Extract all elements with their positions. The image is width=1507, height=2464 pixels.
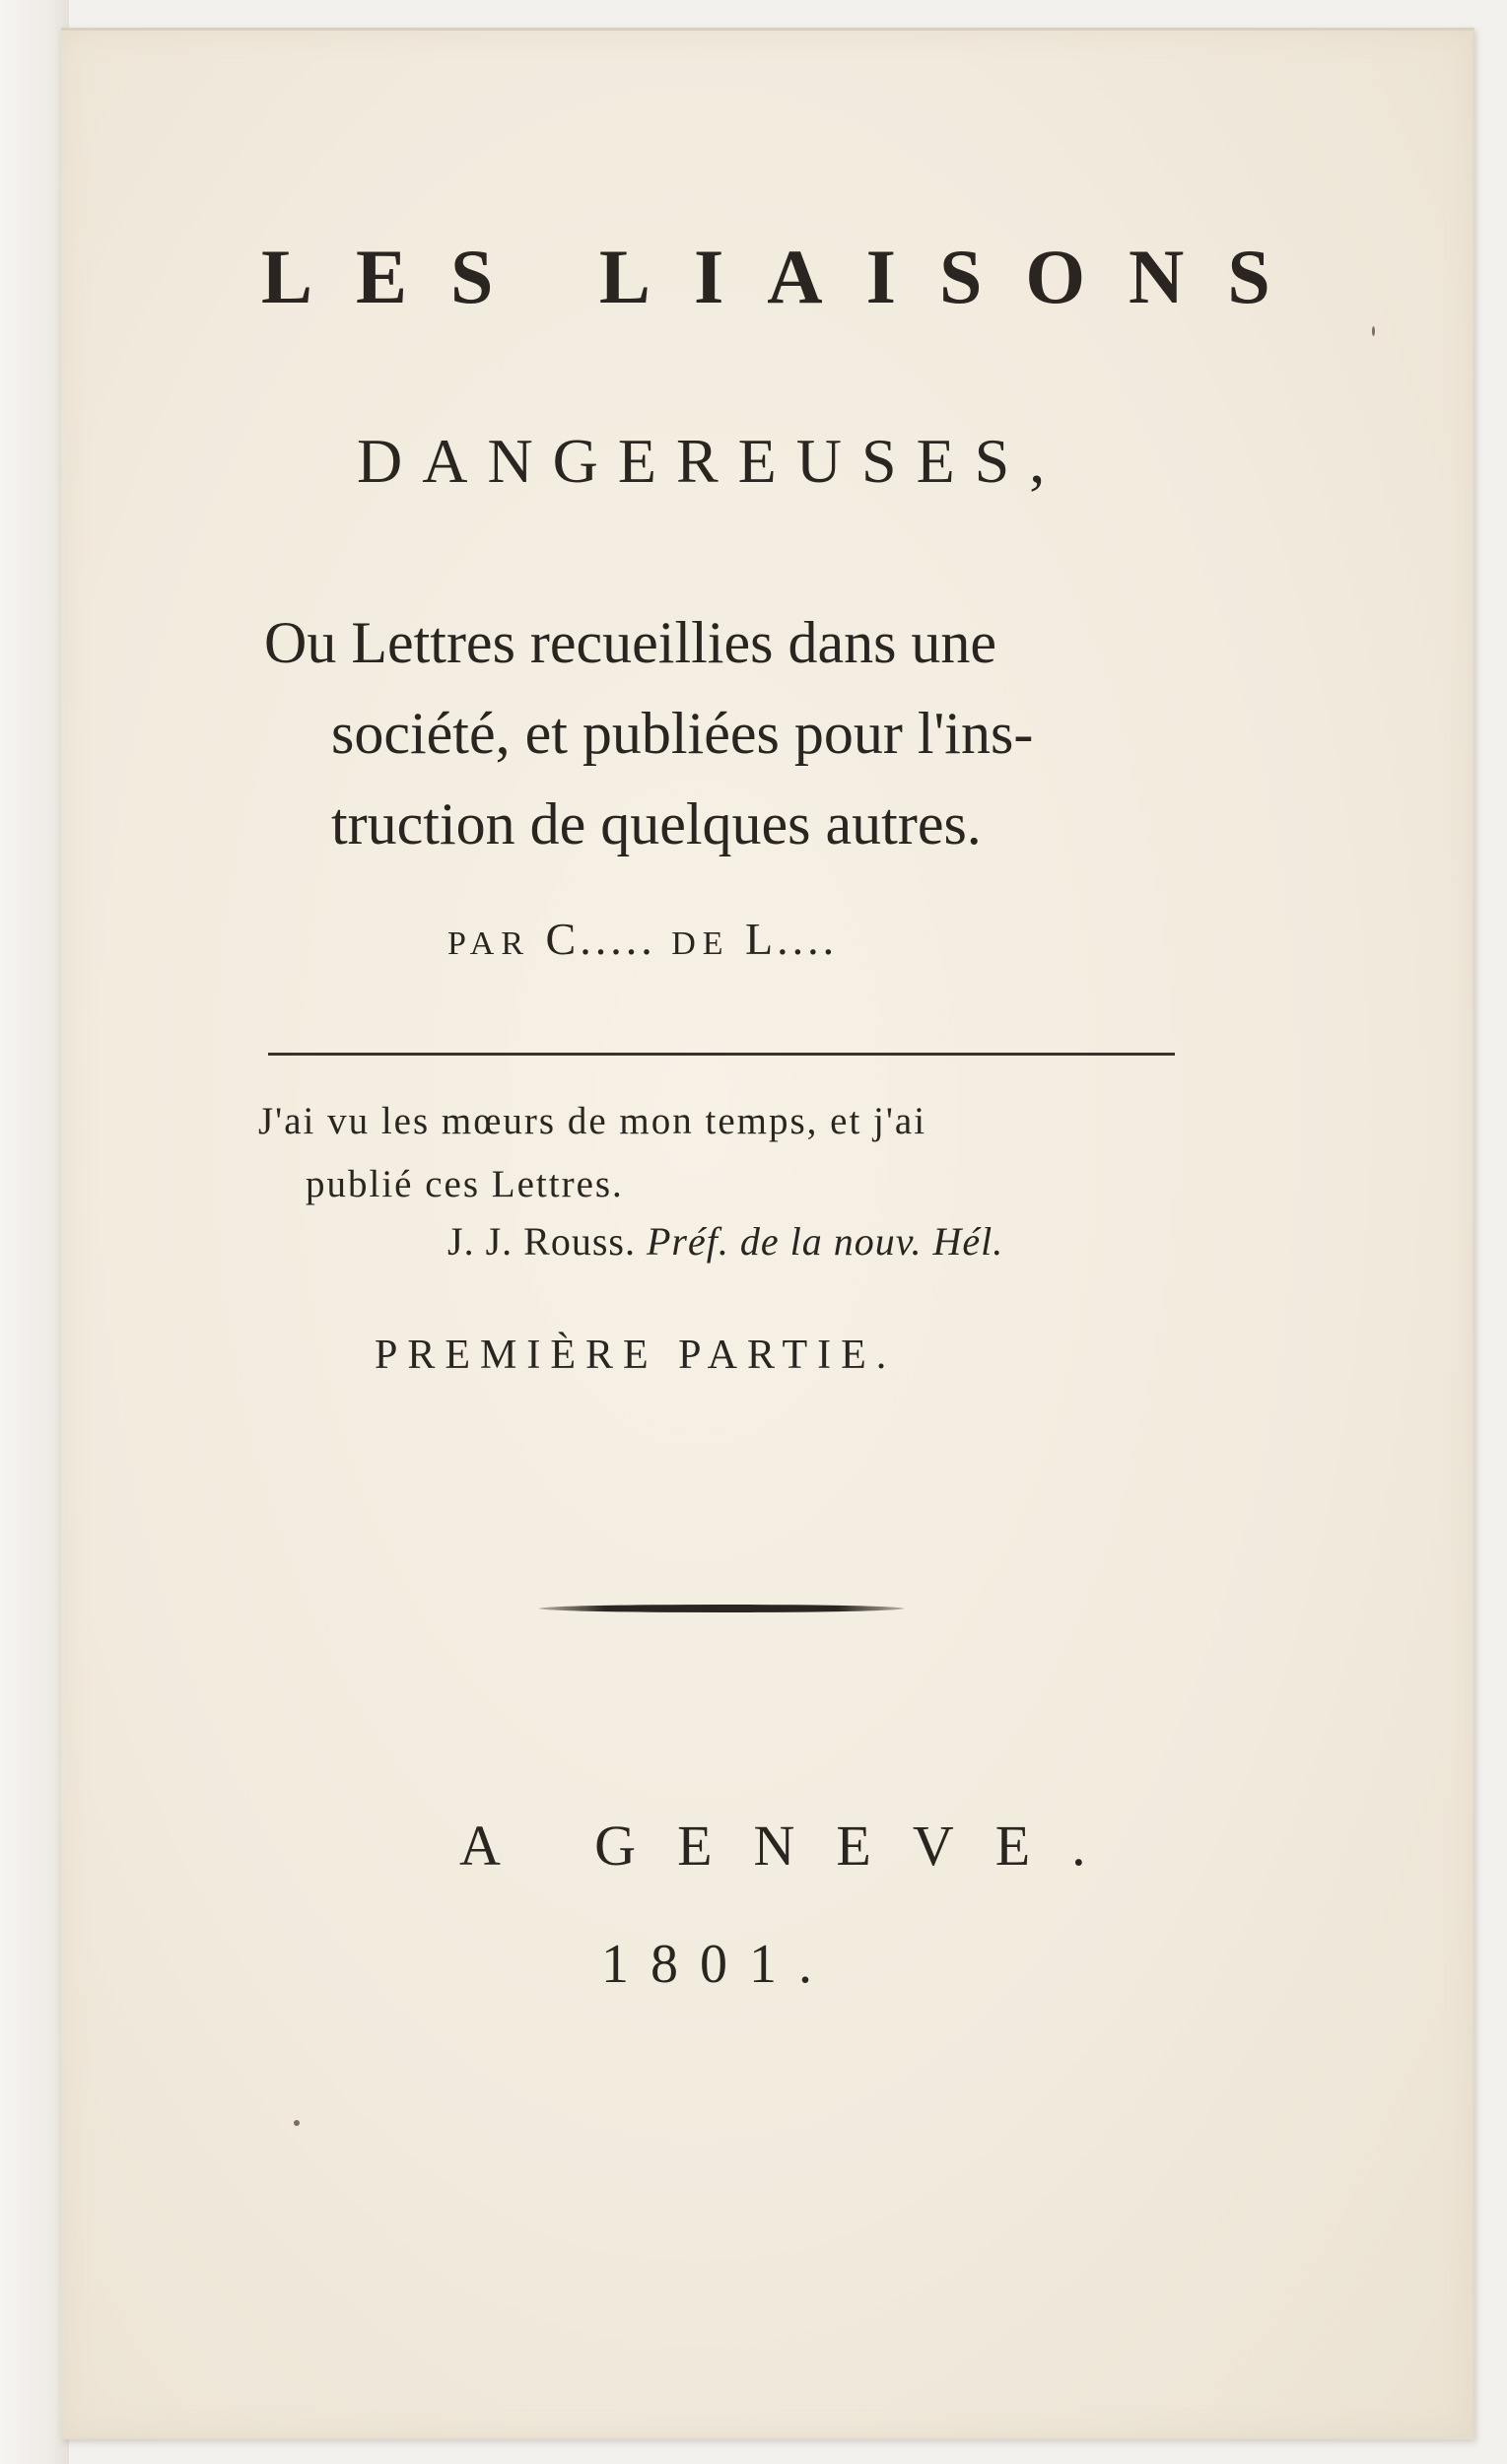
epigraph bbox=[258, 1090, 1204, 1216]
title-second-line: DANGEREUSES, bbox=[357, 426, 1065, 496]
epigraph-attribution bbox=[447, 1218, 1003, 1265]
attribution-author: J. J. Rouss. bbox=[447, 1219, 636, 1264]
title-main: LES LIAISONS bbox=[261, 234, 1314, 319]
author-initial-1: C..... bbox=[545, 914, 656, 964]
epigraph-line-1: J'ai vu les mœurs de mon temps, et j'ai bbox=[258, 1100, 927, 1142]
author-de: DE bbox=[671, 925, 730, 962]
author-par: PAR bbox=[447, 925, 531, 962]
subtitle-line-2: société, et publiées pour l'ins- bbox=[331, 701, 1034, 766]
paper-speck bbox=[1372, 326, 1375, 336]
paper-speck bbox=[294, 2120, 300, 2126]
horizontal-rule bbox=[268, 1053, 1175, 1056]
ornamental-rule bbox=[539, 1605, 904, 1612]
title-page bbox=[61, 28, 1474, 2439]
epigraph-line-2: publié ces Lettres. bbox=[306, 1163, 624, 1205]
imprint-year: 1801. bbox=[601, 1934, 834, 1995]
author-line bbox=[447, 913, 838, 965]
author-initial-2: L.... bbox=[745, 914, 839, 964]
part-heading: PREMIÈRE PARTIE. bbox=[375, 1333, 897, 1378]
subtitle-line-1: Ou Lettres recueillies dans une bbox=[264, 610, 997, 675]
previous-page-edge bbox=[0, 0, 69, 2464]
subtitle-line-3: truction de quelques autres. bbox=[331, 791, 982, 856]
attribution-work: Préf. de la nouv. Hél. bbox=[646, 1219, 1004, 1264]
imprint-place: A GENEVE. bbox=[459, 1814, 1128, 1878]
subtitle bbox=[264, 597, 1210, 869]
